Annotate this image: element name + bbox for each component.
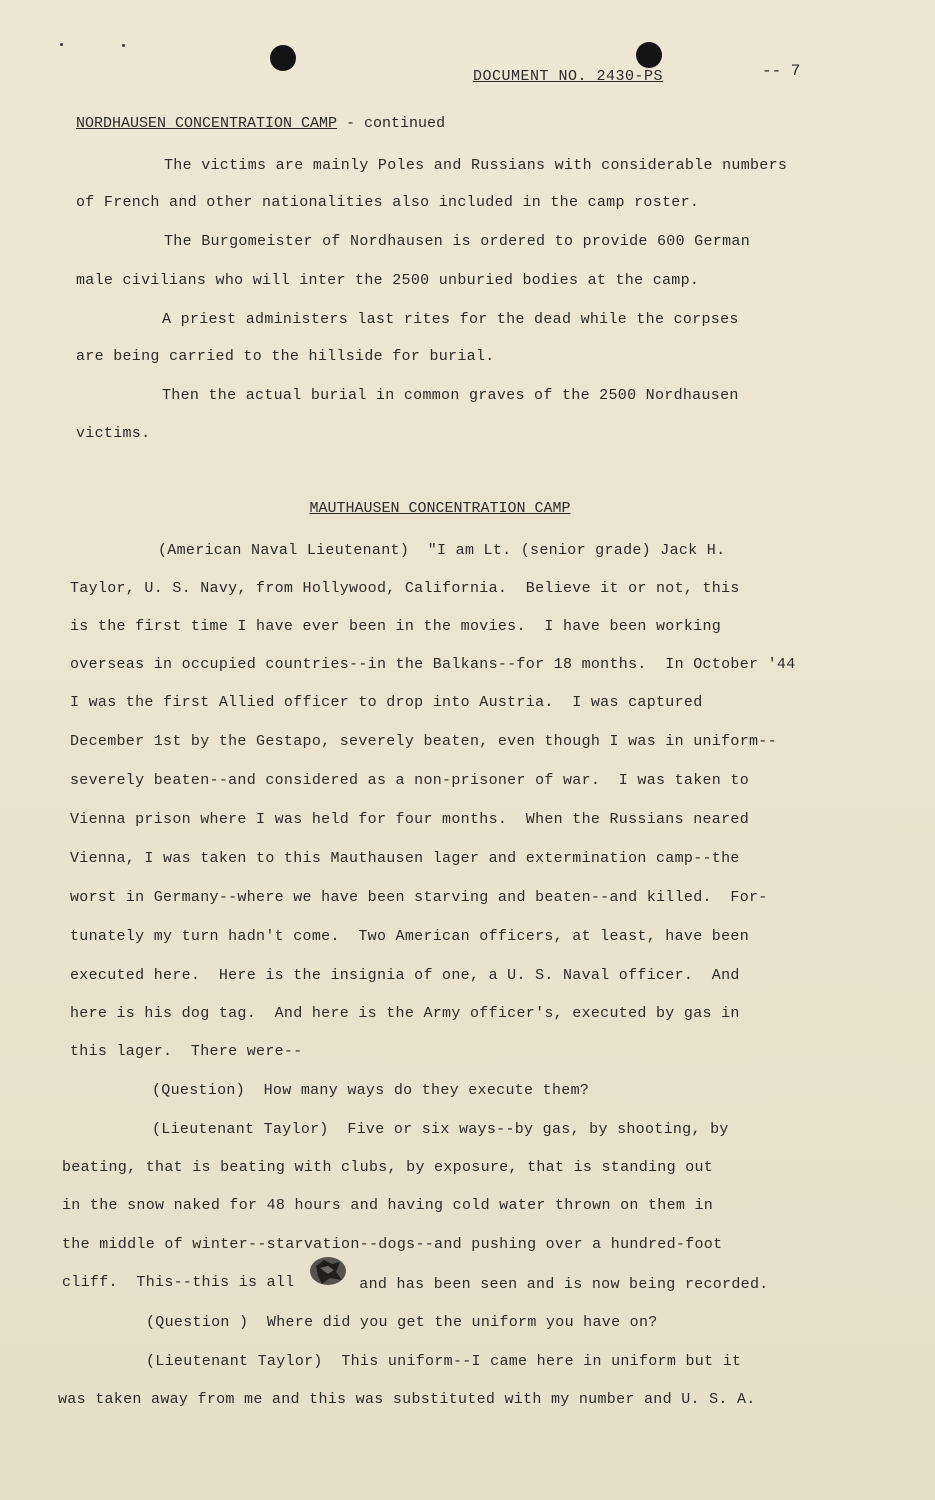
text-line: (Lieutenant Taylor) Five or six ways--by gas, by shooting, by: [152, 1121, 729, 1138]
text-line: December 1st by the Gestapo, severely beaten, even though I was in uniform--: [70, 733, 777, 750]
section-heading-suffix: - continued: [337, 115, 446, 132]
text-line: here is his dog tag. And here is the Army officer's, executed by gas in: [70, 1005, 740, 1022]
text-line: severely beaten--and considered as a non-prisoner of war. I was taken to: [70, 772, 750, 789]
ink-blot-stamp-icon: [306, 1254, 350, 1288]
text-line: in the snow naked for 48 hours and having cold water thrown on them in: [62, 1197, 714, 1214]
document-number: DOCUMENT NO. 2430-PS: [473, 68, 664, 85]
section-heading-nordhausen: [76, 115, 445, 132]
text-line: is the first time I have ever been in the movies. I have been working: [70, 618, 722, 635]
text-line: I was the first Allied officer to drop into Austria. I was captured: [70, 694, 703, 711]
text-line: Then the actual burial in common graves of the 2500 Nordhausen: [162, 387, 739, 404]
text-line: Taylor, U. S. Navy, from Hollywood, California. Believe it or not, this: [70, 580, 740, 597]
text-line: worst in Germany--where we have been starving and beaten--and killed. For-: [70, 889, 768, 906]
punch-hole-left: [270, 45, 296, 71]
text-line: A priest administers last rites for the dead while the corpses: [162, 311, 739, 328]
page-number: -- 7: [762, 62, 801, 80]
text-line: the middle of winter--starvation--dogs--and pushing over a hundred-foot: [62, 1236, 723, 1253]
text-line: victims.: [76, 425, 151, 442]
text-line: tunately my turn hadn't come. Two American officers, at least, have been: [70, 928, 750, 945]
paper-speck: [122, 44, 125, 47]
text-line: this lager. There were--: [70, 1043, 303, 1060]
text-line: of French and other nationalities also included in the camp roster.: [76, 194, 700, 211]
text-line: and has been seen and is now being recorded.: [350, 1276, 769, 1293]
text-line: executed here. Here is the insignia of one, a U. S. Naval officer. And: [70, 967, 740, 984]
text-line: Vienna, I was taken to this Mauthausen lager and extermination camp--the: [70, 850, 740, 867]
text-line: (Question) How many ways do they execute them?: [152, 1082, 590, 1099]
text-line: The victims are mainly Poles and Russians with considerable numbers: [164, 157, 788, 174]
text-line: beating, that is beating with clubs, by exposure, that is standing out: [62, 1159, 714, 1176]
text-line: (Lieutenant Taylor) This uniform--I came here in uniform but it: [146, 1353, 742, 1370]
text-line: Vienna prison where I was held for four months. When the Russians neared: [70, 811, 750, 828]
text-line: The Burgomeister of Nordhausen is ordered to provide 600 German: [164, 233, 750, 250]
text-line: cliff. This--this is all: [62, 1274, 295, 1291]
punch-hole-right: [636, 42, 662, 68]
text-line: overseas in occupied countries--in the Balkans--for 18 months. In October '44: [70, 656, 796, 673]
text-line: (American Naval Lieutenant) "I am Lt. (senior grade) Jack H.: [158, 542, 726, 559]
section-heading-title: NORDHAUSEN CONCENTRATION CAMP: [76, 115, 338, 132]
text-line: (Question ) Where did you get the uniform you have on?: [146, 1314, 658, 1331]
text-line: was taken away from me and this was substituted with my number and U. S. A.: [58, 1391, 756, 1408]
text-line: are being carried to the hillside for burial.: [76, 348, 495, 365]
text-line: male civilians who will inter the 2500 unburied bodies at the camp.: [76, 272, 700, 289]
paper-speck: [60, 43, 63, 46]
section-heading-mauthausen: MAUTHAUSEN CONCENTRATION CAMP: [309, 500, 571, 517]
